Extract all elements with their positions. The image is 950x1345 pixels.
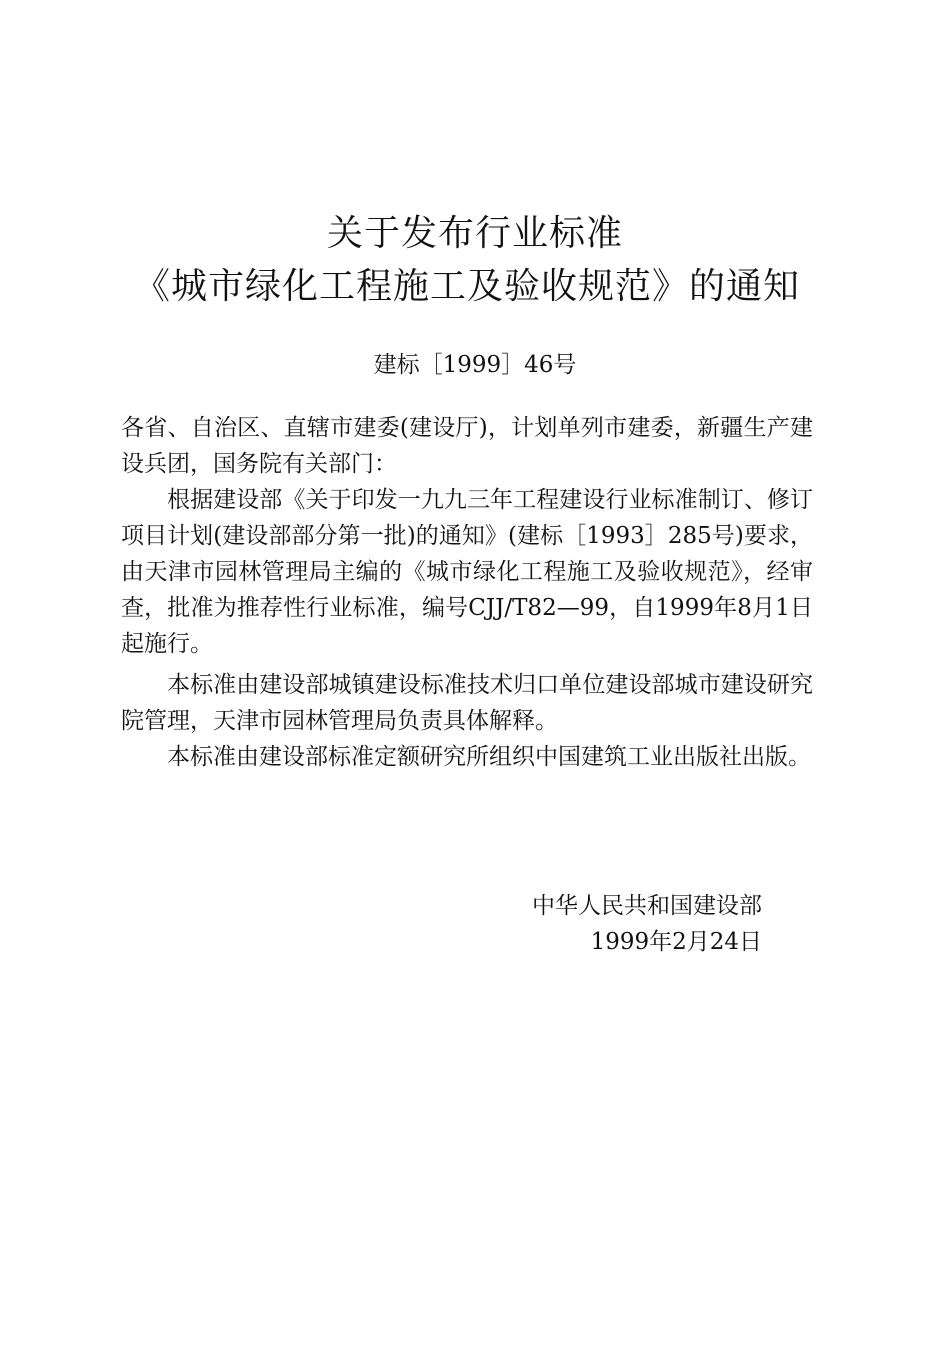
- issuing-authority: 中华人民共和国建设部: [532, 893, 762, 919]
- paragraph-approval: 根据建设部《关于印发一九九三年工程建设行业标准制订、修订项目计划(建设部部分第一批)的通知》(建标［1993］285号)要求，由天津市园林管理局主编的《城市绿化工程施工及验收规范》，经审查，批准为推荐性行业标准，编号CJJ/T82—99，自1999年8月1日起施行。: [121, 487, 813, 657]
- notice-title-line-1: 关于发布行业标准: [326, 213, 623, 254]
- document-number: 建标［1999］46号: [373, 352, 577, 378]
- issue-date: 1999年2月24日: [590, 929, 762, 955]
- paragraph-management: 本标准由建设部城镇建设标准技术归口单位建设部城市建设研究院管理，天津市园林管理局负责具体解释。: [121, 672, 813, 734]
- addressee: 各省、自治区、直辖市建委(建设厅)，计划单列市建委，新疆生产建设兵团，国务院有关部门：: [121, 415, 813, 477]
- paragraph-publication: 本标准由建设部标准定额研究所组织中国建筑工业出版社出版。: [167, 744, 811, 770]
- notice-title-line-2: 《城市绿化工程施工及验收规范》的通知: [133, 266, 800, 307]
